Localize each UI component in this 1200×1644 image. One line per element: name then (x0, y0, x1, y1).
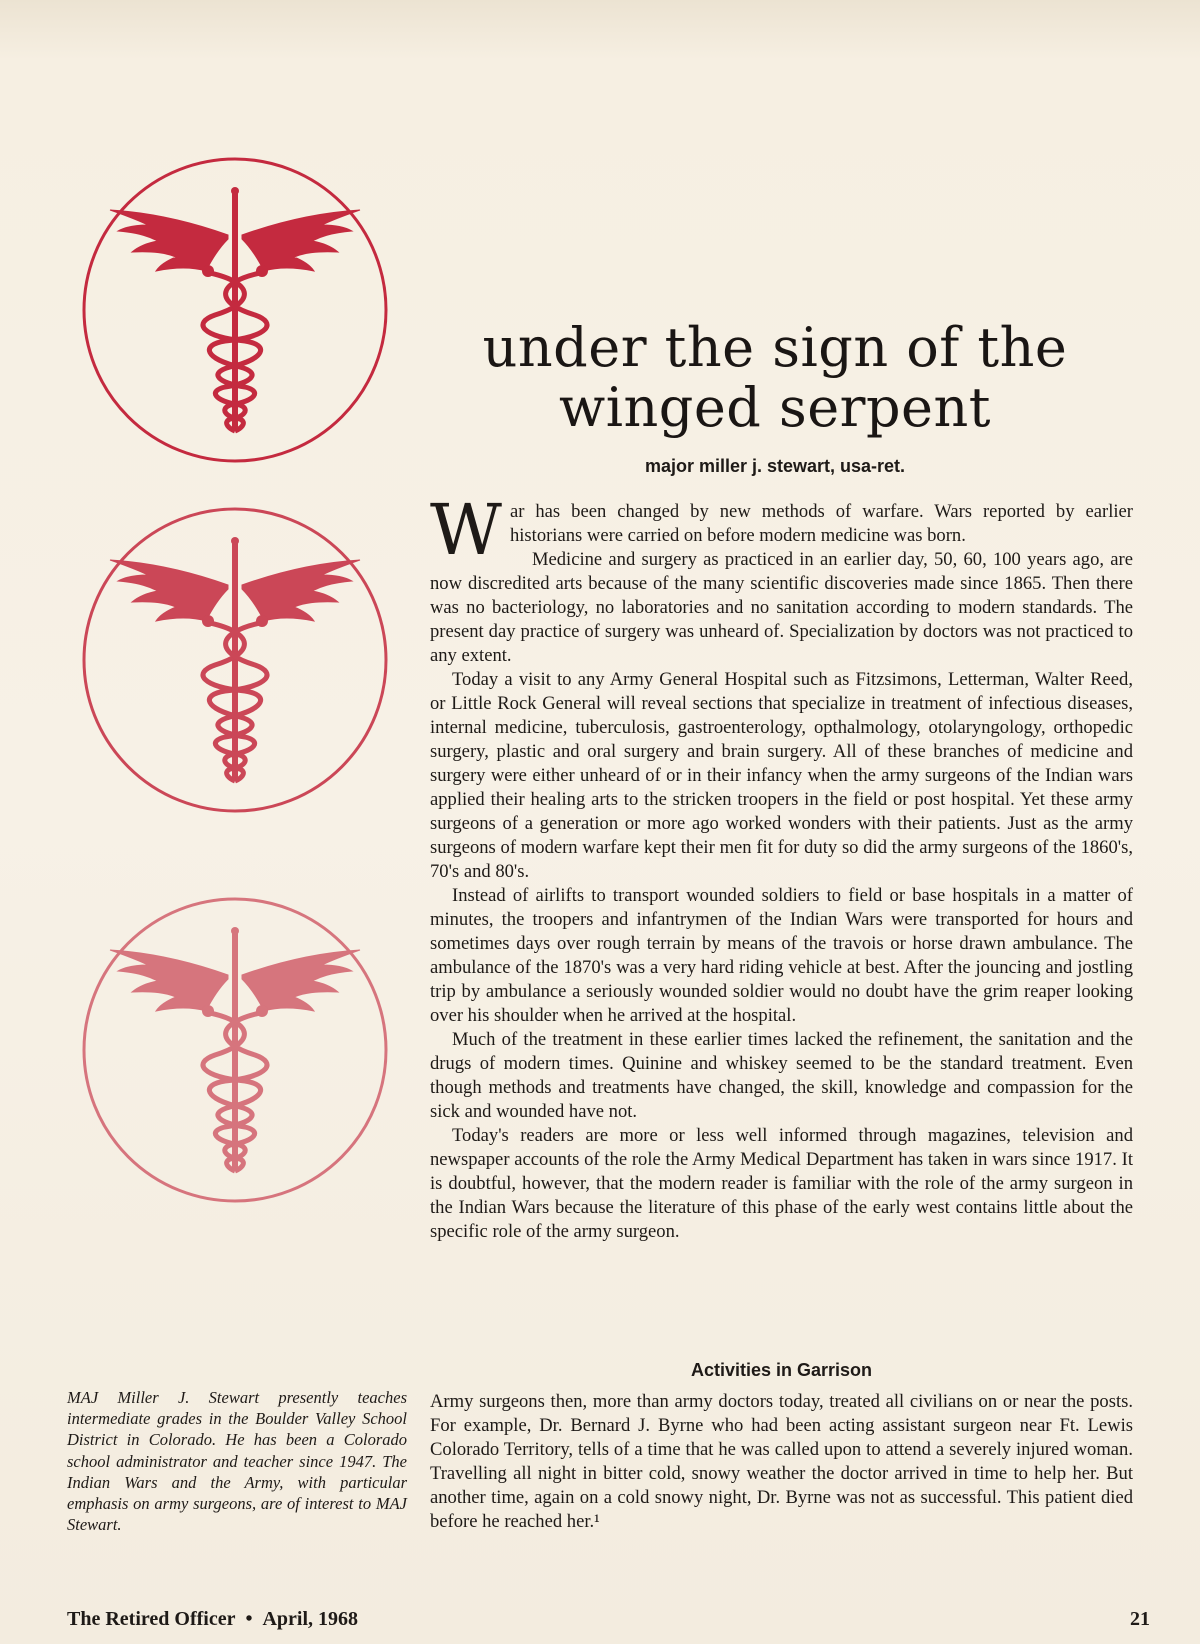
footer-publication-info (67, 1608, 358, 1631)
footer-separator: • (245, 1608, 253, 1630)
caduceus-icon (80, 155, 390, 465)
caduceus-emblem-1 (80, 155, 390, 465)
article-paragraph: Medicine and surgery as practiced in an earlier day, 50, 60, 100 years ago, are now discredited arts because of the many scientific discoveries made since 1865. Then there was no bacteriology, no laboratories and no sanitation according to modern standards. The present day practice of surgery was unheard of. Specialization by doctors was not practiced to any extent. (430, 549, 1133, 666)
article-body (430, 489, 1133, 1244)
article-title-line-1: under the sign of the (482, 316, 1068, 379)
caduceus-icon (80, 895, 390, 1205)
section-paragraph: Army surgeons then, more than army doctors today, treated all civilians on or near the posts. For example, Dr. Bernard J. Byrne who had been acting assistant surgeon near Ft. Lewis Colorado Territory, tells of a time that he was called upon to attend a severely injured woman. Travelling all night in bitter cold, snowy weather the doctor arrived in time to help her. But another time, again on a cold snowy night, Dr. Byrne was not as successful. This patient died before he reached her.¹ (430, 1391, 1133, 1532)
article-paragraph: Instead of airlifts to transport wounded soldiers to field or base hospitals in a matter of minutes, the troopers and infantrymen of the Indian Wars were transported for hours and sometimes days over rough terrain by means of the travois or horse drawn ambulance. The ambulance of the 1870's was a very hard riding vehicle at best. After the jouncing and jostling trip by ambulance a seriously wounded soldier would no doubt have the grim reaper looking over his shoulder when he arrived at the hospital. (430, 885, 1133, 1026)
caduceus-emblem-3 (80, 895, 390, 1205)
article-title (405, 318, 1145, 438)
article-title-line-2: winged serpent (558, 376, 991, 439)
article-paragraph-text: ar has been changed by new methods of warfare. Wars reported by earlier historians were carried on before modern medicine was born. (509, 501, 1133, 546)
caduceus-icon (80, 505, 390, 815)
author-bio: MAJ Miller J. Stewart presently teaches intermediate grades in the Boulder Valley School District in Colorado. He has been a Colorado school administrator and teacher since 1947. The Indian Wars and the Army, with particular emphasis on army surgeons, are of interest to MAJ Stewart. (67, 1388, 407, 1535)
drop-cap: W (430, 489, 502, 571)
section-heading: Activities in Garrison (690, 1360, 873, 1380)
byline: major miller j. stewart, usa-ret. (644, 456, 906, 476)
article-paragraph (430, 489, 1133, 571)
article-paragraph: Much of the treatment in these earlier times lacked the refinement, the sanitation and the drugs of modern times. Quinine and whiskey seemed to be the standard treatment. Even though methods and treatments have changed, the skill, knowledge and compassion for the sick and wounded have not. (430, 1029, 1133, 1122)
publication-name: The Retired Officer (67, 1608, 236, 1630)
page-number: 21 (1130, 1608, 1150, 1630)
article-paragraph: Today a visit to any Army General Hospital such as Fitzsimons, Letterman, Walter Reed, or Little Rock General will reveal sections that specialize in treatment of infectious diseases, internal medicine, tuberculosis, gastroenterology, opthalmology, otolaryngology, orthopedic surgery, plastic and oral surgery and brain surgery. All of these branches of medicine and surgery were either unheard of or in their infancy when the army surgeons of the Indian wars applied their healing arts to the stricken troopers in the field or post hospital. Yet these army surgeons of a generation or more ago worked wonders with their patients. Just as the army surgeons of modern warfare kept their men fit for duty so did the army surgeons of the 1860's, 70's and 80's. (430, 669, 1133, 882)
caduceus-emblem-2 (80, 505, 390, 815)
article-paragraph: Today's readers are more or less well informed through magazines, television and newspaper accounts of the role the Army Medical Department has taken in wars since 1917. It is doubtful, however, that the modern reader is familiar with the role of the army surgeon in the Indian Wars because the literature of this phase of the early west contains little about the specific role of the army surgeon. (430, 1125, 1133, 1242)
publication-date: April, 1968 (262, 1608, 359, 1630)
